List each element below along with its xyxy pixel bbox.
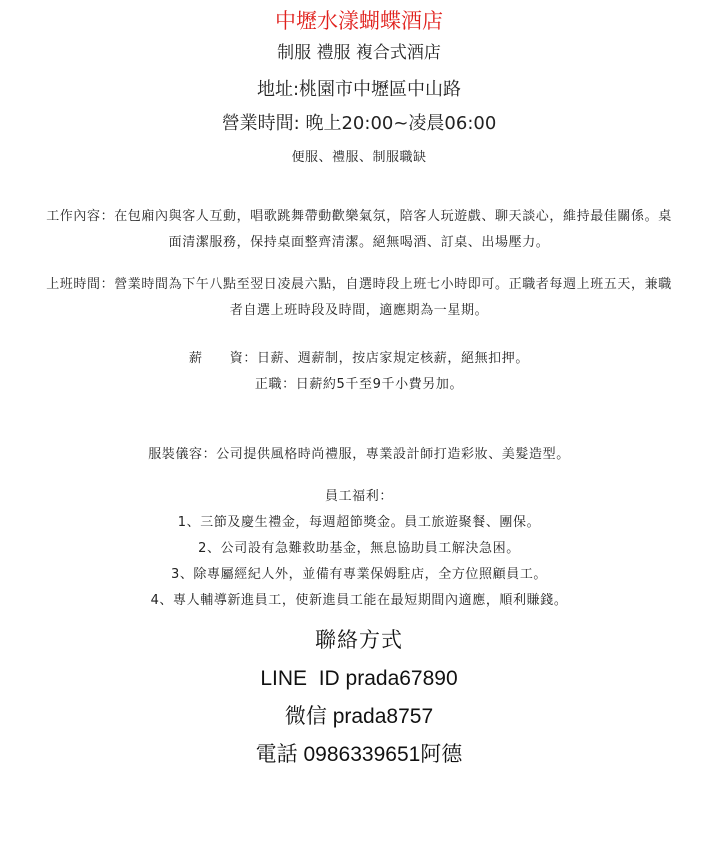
page-subtitle: 制服 禮服 複合式酒店 xyxy=(277,43,441,63)
salary-line: 薪 資：日薪、週薪制，按店家規定核薪，絕無扣押。 xyxy=(188,351,529,366)
benefit-item: 3、除專屬經紀人外，並備有專業保姆駐店，全方位照顧員工。 xyxy=(170,567,548,582)
dress-code: 服裝儀容：公司提供風格時尚禮服，專業設計師打造彩妝、美髮造型。 xyxy=(148,447,570,462)
wechat-id: 微信 prada8757 xyxy=(284,705,434,728)
benefits-section xyxy=(40,484,678,614)
page-title: 中壢水漾蝴蝶酒店 xyxy=(275,9,443,33)
address: 地址:桃園市中壢區中山路 xyxy=(256,79,462,100)
salary-section xyxy=(40,346,678,398)
benefit-item: 4、專人輔導新進員工，使新進員工能在最短期間內適應，順利賺錢。 xyxy=(150,593,568,608)
business-hours: 營業時間: 晚上20:00~凌晨06:00 xyxy=(221,113,497,134)
contact-heading: 聯絡方式 xyxy=(315,628,403,652)
benefit-item: 2、公司設有急難救助基金，無息協助員工解決急困。 xyxy=(198,541,520,556)
line-id: LINE ID prada67890 xyxy=(260,667,458,690)
salary-full-time: 正職：日薪約5千至9千小費另加。 xyxy=(254,377,464,392)
benefit-item: 1、三節及慶生禮金，每週超節獎金。員工旅遊聚餐、團保。 xyxy=(177,515,541,530)
job-content: 工作內容：在包廂內與客人互動，唱歌跳舞帶動歡樂氣氛，陪客人玩遊戲、聊天談心，維持最佳關係。桌面清潔服務，保持桌面整齊清潔。絕無喝酒、訂桌、出場壓力。 xyxy=(46,209,672,250)
phone-number: 電話 0986339651阿德 xyxy=(255,743,463,766)
uniform-openings: 便服、禮服、制服職缺 xyxy=(291,150,427,165)
work-hours: 上班時間：營業時間為下午八點至翌日凌晨六點，自選時段上班七小時即可。正職者每週上班五天，兼職者自選上班時段及時間，適應期為一星期。 xyxy=(46,277,672,318)
benefits-heading: 員工福利： xyxy=(324,489,393,504)
